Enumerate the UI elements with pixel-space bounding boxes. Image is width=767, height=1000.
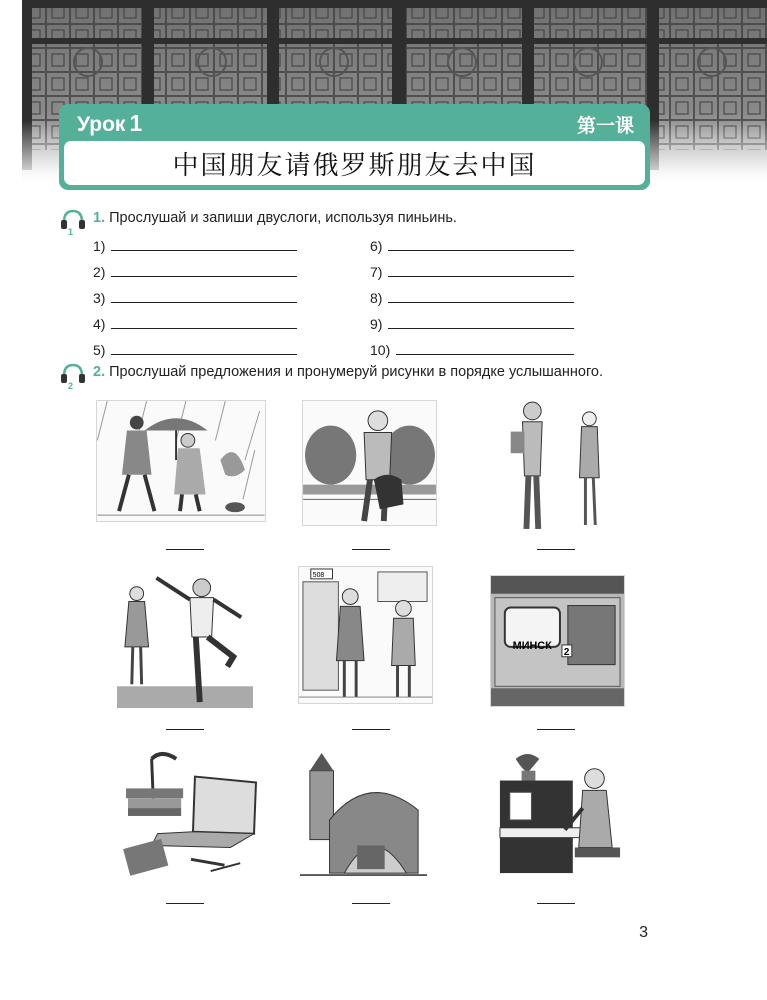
answer-blank[interactable] [166,549,204,550]
answer-line[interactable] [93,238,297,254]
lesson-chinese-label: 第一课 [576,115,634,137]
zoo-gate-icon [299,750,428,880]
headphones-icon [60,208,86,238]
answer-number: 2) [93,264,106,280]
laptop-desk-icon [121,748,262,878]
exercise-2-instruction [93,364,603,380]
martial-arts-scene-icon [116,567,254,709]
lesson-banner [59,104,650,190]
answer-line[interactable] [370,290,574,306]
audio-track-number: 1 [68,227,74,237]
answer-line[interactable] [93,316,297,332]
answer-number: 3) [93,290,106,306]
answer-number: 6) [370,238,383,254]
answer-blank[interactable] [537,903,575,904]
answer-number: 8) [370,290,383,306]
exercise-1-text: Прослушай и запиши двуслоги, используя пиньинь. [109,210,457,226]
svg-text:508: 508 [312,571,325,579]
train-sign-text: МИНСК [512,639,552,652]
exercise-1-header [60,208,457,238]
exercise-2-text: Прослушай предложения и пронумеруй рисунки в порядке услышанного. [109,364,604,380]
lesson-word: Урок [77,113,126,136]
audio-track-number: 2 [68,381,74,391]
answer-line[interactable] [370,238,574,254]
page-number: 3 [639,924,648,941]
train-car-icon [490,575,625,707]
exercise-1-number: 1. [93,210,106,226]
answer-number: 7) [370,264,383,280]
exercise-1-instruction [93,210,457,226]
answer-blank[interactable] [166,903,204,904]
exercise-2-number: 2. [93,364,106,380]
answer-blank[interactable] [537,729,575,730]
boy-with-backpack-icon [302,400,437,526]
answer-number: 1) [93,238,106,254]
lesson-number: 1 [129,110,143,136]
girl-playing-piano-icon [495,748,625,880]
answer-number: 5) [93,342,106,358]
lesson-title-box [64,141,645,185]
answer-line[interactable] [370,316,574,332]
girls-by-door-icon [298,566,433,704]
headphones-icon [60,362,86,392]
answer-line[interactable] [370,264,574,280]
answer-blank[interactable] [352,549,390,550]
lesson-title: 中国朋友请俄罗斯朋友去中国 [172,150,537,181]
answer-blank[interactable] [352,903,390,904]
answer-line[interactable] [93,342,297,358]
answer-number: 9) [370,316,383,332]
boy-and-girl-standing-icon [492,396,612,536]
answer-line[interactable] [93,264,297,280]
answer-number: 4) [93,316,106,332]
answer-number: 10) [370,342,391,358]
lesson-label [77,110,142,137]
answer-blank[interactable] [166,729,204,730]
answer-blank[interactable] [537,549,575,550]
answer-blank[interactable] [352,729,390,730]
rain-umbrella-scene-icon [96,400,266,522]
answer-line[interactable] [370,342,574,358]
exercise-2-header [60,362,603,392]
train-car-number: 2 [563,646,570,658]
answer-line[interactable] [93,290,297,306]
